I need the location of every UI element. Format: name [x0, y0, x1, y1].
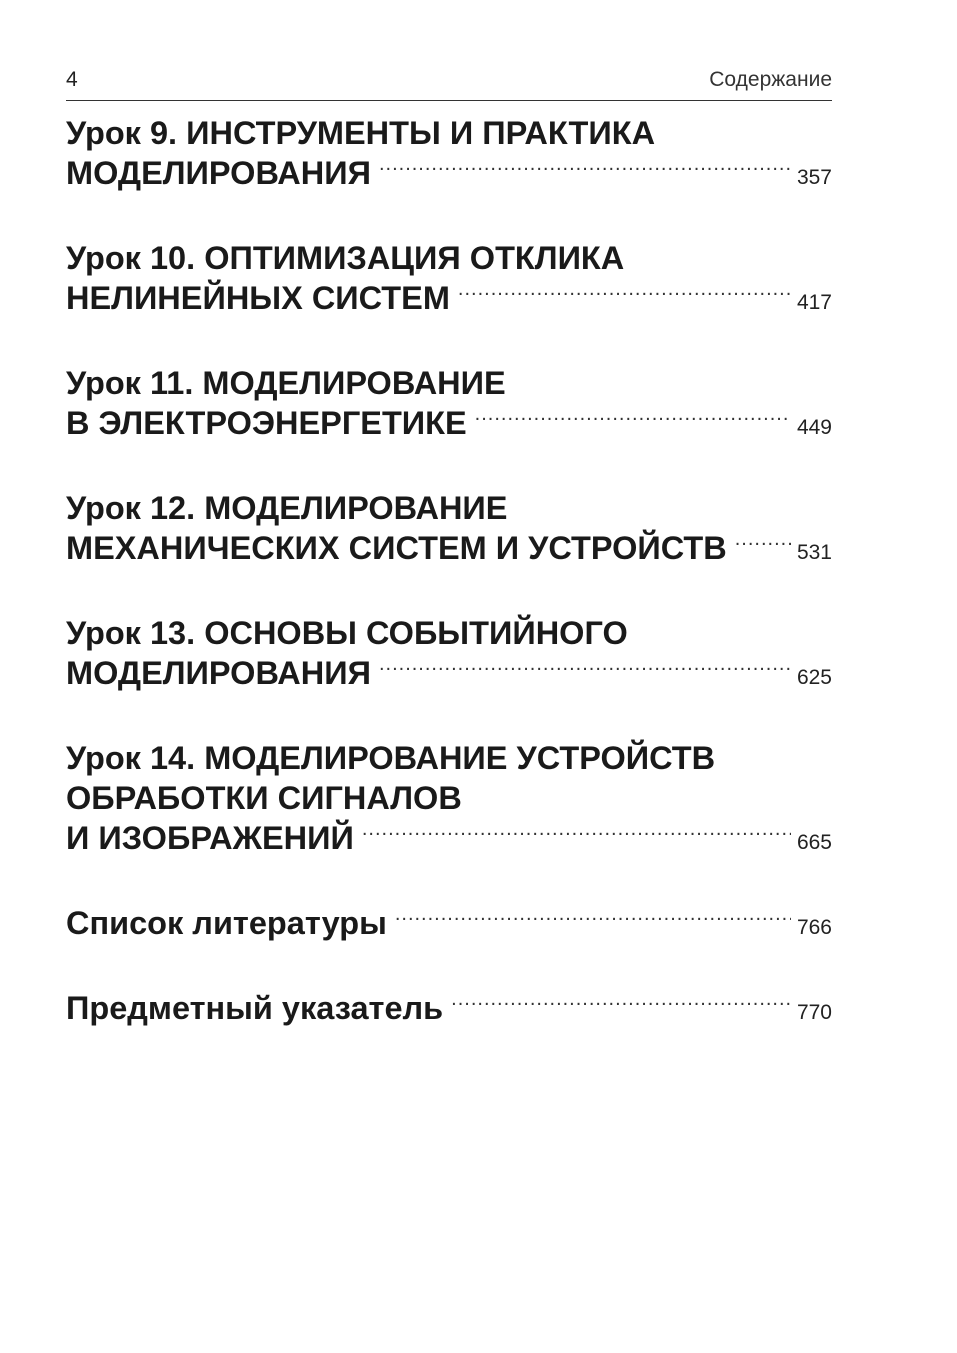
toc-entry-last-line: [66, 653, 832, 698]
toc-entry-lesson-9[interactable]: [66, 113, 832, 198]
toc-page-number: 625: [796, 666, 832, 689]
dot-leader: [458, 287, 791, 309]
dot-leader: [379, 662, 791, 684]
toc-page-number: 449: [796, 416, 832, 439]
toc-entry-title-line: Урок 13. ОСНОВЫ СОБЫТИЙНОГО: [66, 615, 628, 651]
dot-leader: [475, 412, 791, 434]
toc-entry-lesson-12[interactable]: [66, 488, 832, 573]
dot-leader: [362, 827, 791, 849]
toc-page-number: 766: [796, 916, 832, 939]
toc-entry-title-line: Урок 14. МОДЕЛИРОВАНИЕ УСТРОЙСТВ: [66, 740, 716, 776]
toc-entry-title-line: Предметный указатель: [66, 990, 444, 1026]
toc-entry-title-line: МЕХАНИЧЕСКИХ СИСТЕМ И УСТРОЙСТВ: [66, 530, 727, 566]
running-header: [66, 66, 832, 101]
document-page: [66, 0, 832, 1353]
toc-page-number: 531: [796, 541, 832, 564]
dot-leader: [451, 997, 791, 1019]
dot-leader: [735, 537, 791, 559]
toc-page-number: 665: [796, 831, 832, 854]
section-title: Содержание: [709, 68, 832, 91]
toc-entry-title-line: Урок 10. ОПТИМИЗАЦИЯ ОТКЛИКА: [66, 240, 625, 276]
toc-entry-last-line: [66, 903, 832, 948]
toc-entry-title-line: И ИЗОБРАЖЕНИЙ: [66, 820, 354, 856]
toc-entry-last-line: [66, 988, 832, 1033]
toc-entry-title-line: МОДЕЛИРОВАНИЯ: [66, 155, 371, 191]
toc-entry-last-line: [66, 153, 832, 198]
toc-entry-title-line: Список литературы: [66, 905, 387, 941]
page-number: 4: [66, 68, 78, 91]
toc-entry-subject-index[interactable]: [66, 988, 832, 1033]
toc-entry-lesson-11[interactable]: [66, 363, 832, 448]
toc-entry-lesson-14[interactable]: [66, 738, 832, 863]
toc-page-number: 417: [796, 291, 832, 314]
toc-entry-title-line: Урок 11. МОДЕЛИРОВАНИЕ: [66, 365, 506, 401]
toc-entry-last-line: [66, 818, 832, 863]
toc-entry-bibliography[interactable]: [66, 903, 832, 948]
toc-page-number: 770: [796, 1001, 832, 1024]
dot-leader: [395, 912, 791, 934]
dot-leader: [379, 162, 791, 184]
toc-entry-last-line: [66, 278, 832, 323]
toc-entry-title-line: ОБРАБОТКИ СИГНАЛОВ: [66, 780, 462, 816]
toc-entry-title-line: Урок 9. ИНСТРУМЕНТЫ И ПРАКТИКА: [66, 115, 656, 151]
toc-entry-last-line: [66, 528, 832, 573]
toc-entry-last-line: [66, 403, 832, 448]
toc-page-number: 357: [796, 166, 832, 189]
toc-entry-title-line: МОДЕЛИРОВАНИЯ: [66, 655, 371, 691]
toc-entry-lesson-10[interactable]: [66, 238, 832, 323]
toc-entry-lesson-13[interactable]: [66, 613, 832, 698]
toc-entry-title-line: Урок 12. МОДЕЛИРОВАНИЕ: [66, 490, 508, 526]
toc-entry-title-line: В ЭЛЕКТРОЭНЕРГЕТИКЕ: [66, 405, 467, 441]
table-of-contents: [66, 113, 832, 1073]
toc-entry-title-line: НЕЛИНЕЙНЫХ СИСТЕМ: [66, 280, 450, 316]
